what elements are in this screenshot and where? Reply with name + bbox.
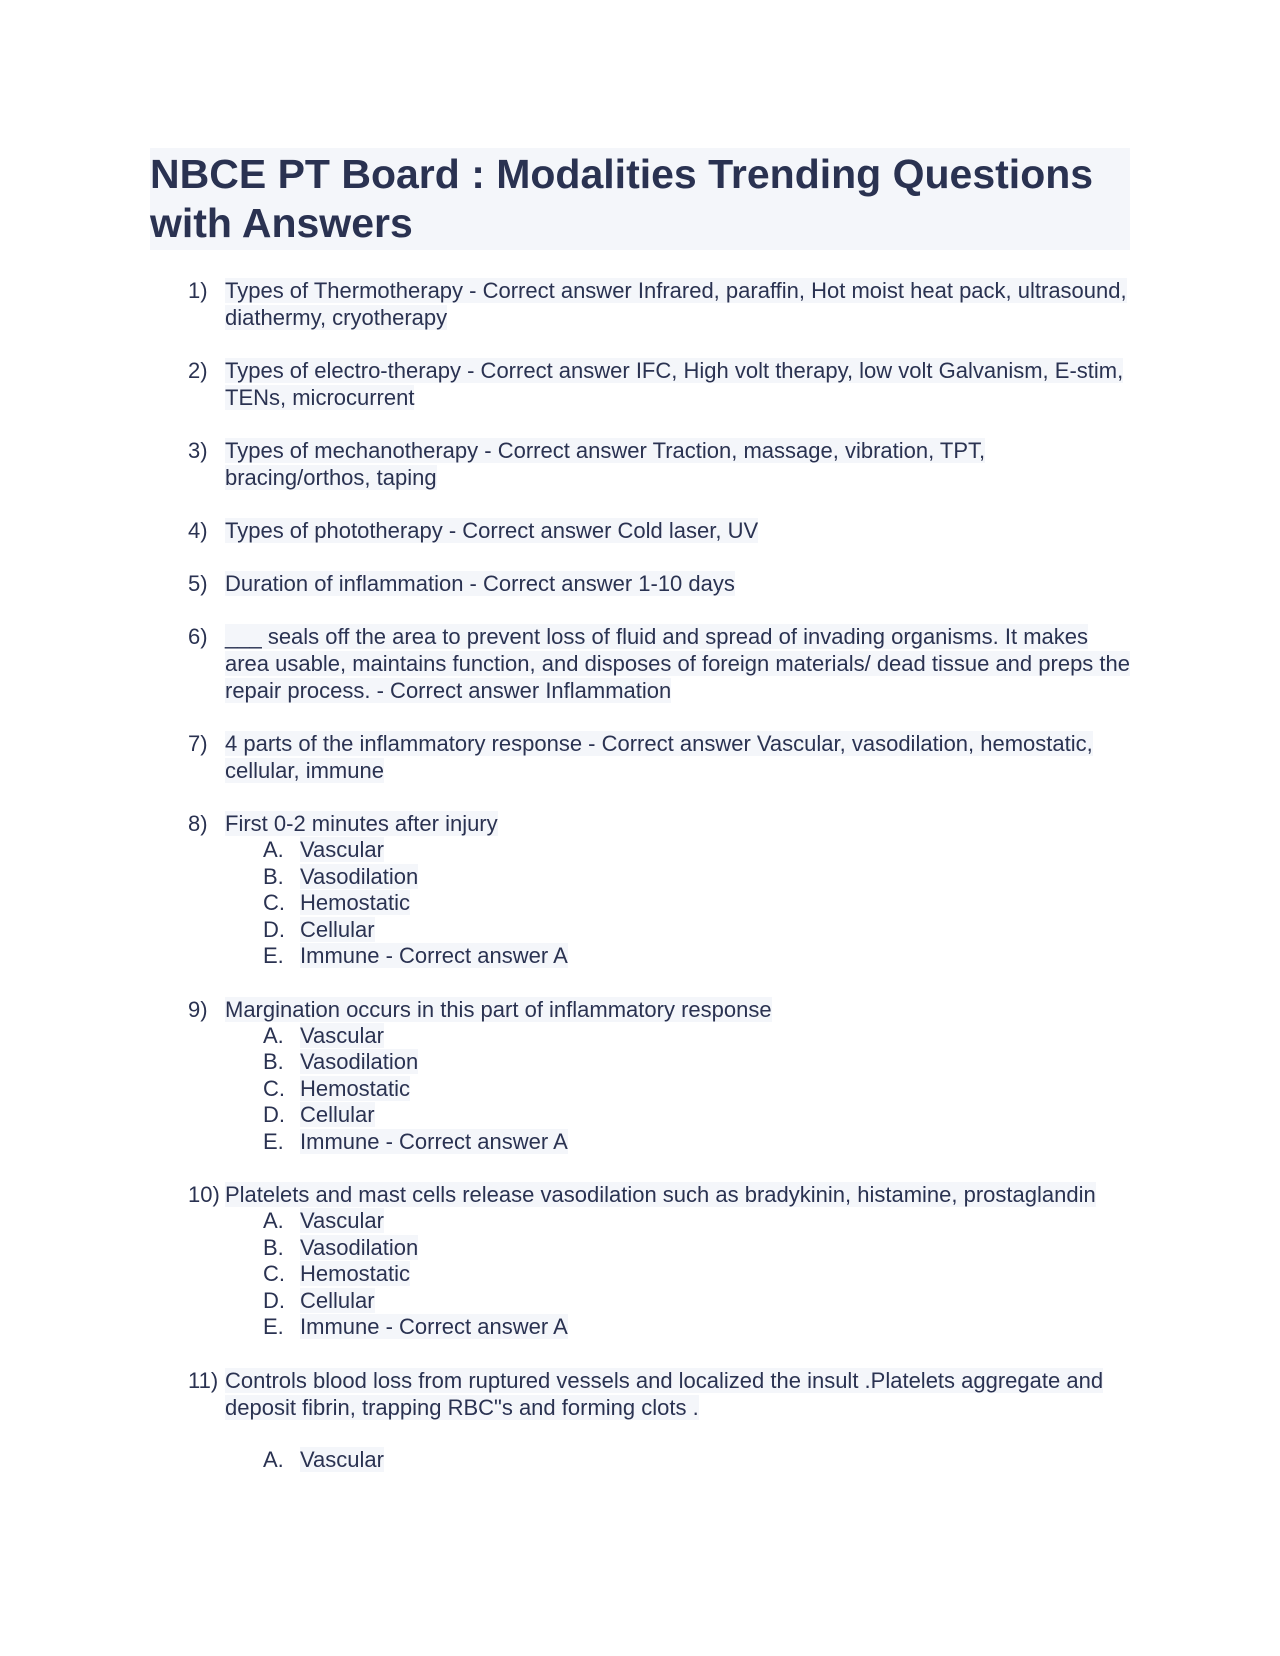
option-item	[225, 917, 1130, 944]
option-list	[225, 1208, 1130, 1341]
option-text: Cellular	[300, 1287, 375, 1313]
option-item	[225, 1076, 1130, 1103]
question-item	[150, 623, 1130, 704]
option-letter: E.	[263, 943, 284, 968]
option-text: Cellular	[300, 916, 375, 942]
option-item	[225, 1314, 1130, 1341]
question-item	[150, 277, 1130, 331]
option-text: Hemostatic	[300, 1261, 411, 1286]
question-number: 4)	[188, 518, 208, 543]
option-text: Immune - Correct answer A	[300, 1314, 568, 1339]
option-letter: D.	[263, 1287, 285, 1313]
option-item	[225, 1102, 1130, 1129]
option-text: Immune - Correct answer A	[300, 1128, 568, 1154]
option-item	[225, 864, 1130, 891]
question-item	[150, 437, 1130, 491]
option-text: Vascular	[300, 1022, 384, 1048]
option-letter: A.	[263, 837, 284, 862]
option-text: Vasodilation	[300, 863, 419, 889]
option-letter: A.	[263, 1022, 284, 1048]
option-letter: E.	[263, 1128, 284, 1154]
option-item	[225, 837, 1130, 864]
question-text: ___ seals off the area to prevent loss of fluid and spread of invading organisms. It makes area usable, maintains function, and disposes of foreign materials/ dead tissue and preps the repair process. - Correct answer Inflammation	[225, 624, 1130, 703]
option-text: Hemostatic	[300, 1075, 411, 1101]
option-letter: B.	[263, 863, 284, 889]
question-number: 11)	[188, 1367, 219, 1393]
option-text: Vascular	[300, 837, 384, 862]
question-item	[150, 730, 1130, 784]
question-number: 1)	[188, 278, 208, 303]
document-page	[150, 148, 1130, 1499]
spacer	[225, 1421, 1130, 1447]
question-text: Margination occurs in this part of inflammatory response	[225, 996, 772, 1022]
question-number: 3)	[188, 438, 208, 463]
option-letter: C.	[263, 1075, 285, 1101]
question-text: Platelets and mast cells release vasodilation such as bradykinin, histamine, prostaglandin	[225, 1182, 1096, 1207]
question-number: 7)	[188, 731, 208, 756]
option-letter: D.	[263, 1102, 285, 1127]
option-item	[225, 890, 1130, 917]
question-text: Types of electro-therapy - Correct answer IFC, High volt therapy, low volt Galvanism, E-stim, TENs, microcurrent	[225, 358, 1124, 410]
title-block	[150, 148, 1130, 250]
option-text: Vascular	[300, 1446, 384, 1472]
option-list	[225, 837, 1130, 970]
question-text: Types of Thermotherapy - Correct answer Infrared, paraffin, Hot moist heat pack, ultrasound, diathermy, cryotherapy	[225, 278, 1127, 330]
question-text: Controls blood loss from ruptured vessels and localized the insult .Platelets aggregate and deposit fibrin, trapping RBC"s and forming clots .	[225, 1367, 1104, 1420]
option-text: Hemostatic	[300, 890, 411, 915]
question-number: 8)	[188, 811, 208, 836]
option-item	[225, 1447, 1130, 1474]
option-letter: A.	[263, 1446, 284, 1472]
question-text: 4 parts of the inflammatory response - Correct answer Vascular, vasodilation, hemostatic, cellular, immune	[225, 731, 1093, 783]
question-item	[150, 1181, 1130, 1341]
option-letter: D.	[263, 916, 285, 942]
question-item	[150, 570, 1130, 597]
question-item	[150, 1367, 1130, 1474]
option-letter: B.	[263, 1049, 284, 1074]
option-text: Immune - Correct answer A	[300, 943, 568, 968]
option-text: Vasodilation	[300, 1049, 419, 1074]
option-letter: C.	[263, 890, 285, 915]
option-item	[225, 1049, 1130, 1076]
option-item	[225, 1235, 1130, 1262]
option-item	[225, 943, 1130, 970]
question-item	[150, 357, 1130, 411]
question-number: 2)	[188, 358, 208, 383]
option-item	[225, 1023, 1130, 1050]
option-item	[225, 1288, 1130, 1315]
question-number: 5)	[188, 571, 208, 596]
option-text: Vasodilation	[300, 1234, 419, 1260]
question-text: Types of phototherapy - Correct answer Cold laser, UV	[225, 518, 759, 543]
option-letter: E.	[263, 1314, 284, 1339]
question-number: 6)	[188, 624, 208, 649]
question-item	[150, 810, 1130, 970]
question-text: First 0-2 minutes after injury	[225, 811, 498, 836]
question-list	[150, 277, 1130, 1473]
question-item	[150, 996, 1130, 1156]
document-title: NBCE PT Board : Modalities Trending Questions with Answers	[150, 151, 1094, 246]
question-number: 9)	[188, 996, 208, 1022]
option-text: Vascular	[300, 1208, 384, 1233]
option-list	[225, 1447, 1130, 1474]
option-item	[225, 1208, 1130, 1235]
question-number: 10)	[188, 1182, 220, 1207]
option-text: Cellular	[300, 1102, 375, 1127]
option-letter: C.	[263, 1261, 285, 1286]
question-text: Types of mechanotherapy - Correct answer Traction, massage, vibration, TPT, bracing/orthos, taping	[225, 438, 986, 490]
option-letter: A.	[263, 1208, 284, 1233]
option-list	[225, 1023, 1130, 1156]
question-item	[150, 517, 1130, 544]
option-item	[225, 1129, 1130, 1156]
option-letter: B.	[263, 1234, 284, 1260]
option-item	[225, 1261, 1130, 1288]
question-text: Duration of inflammation - Correct answer 1-10 days	[225, 571, 735, 596]
